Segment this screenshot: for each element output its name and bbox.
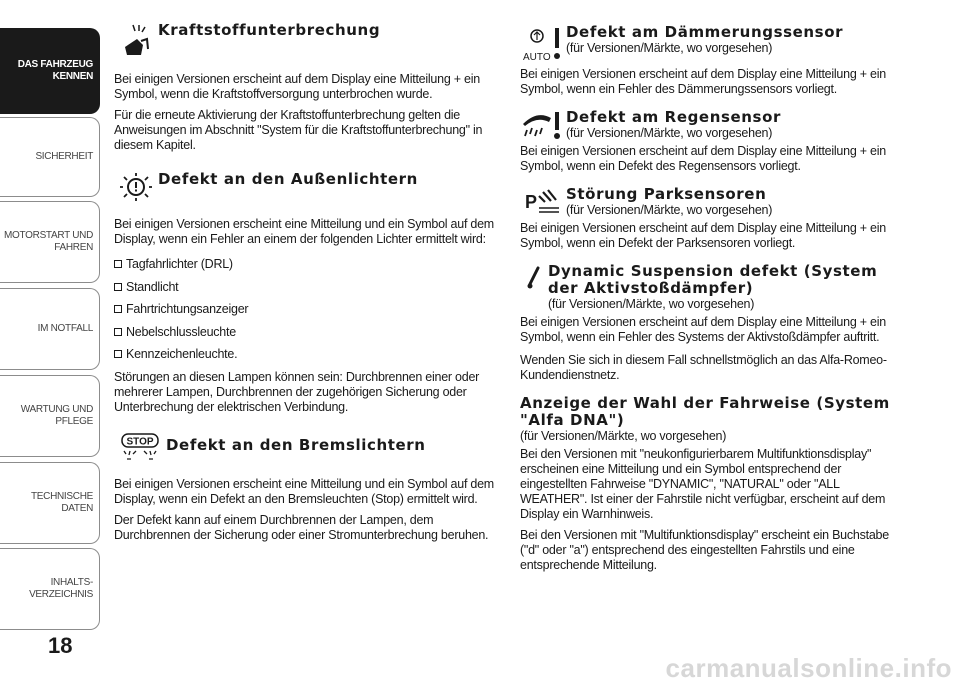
checkbox-bullet-icon	[114, 283, 122, 291]
lamp-list	[114, 253, 498, 366]
dusk-sensor-fault-icon	[520, 24, 566, 64]
park-sensors-subtitle: (für Versionen/Märkte, wo vorgesehen)	[566, 203, 773, 217]
tab-technische-daten[interactable]: TECHNISCHE DATEN	[0, 462, 100, 544]
left-column	[114, 22, 498, 549]
rain-sensor-fault-icon	[520, 109, 566, 141]
park-sensors-heading	[566, 186, 772, 218]
stop-icon-text: STOP	[126, 436, 154, 447]
tab-das-fahrzeug-kennen[interactable]: DAS FAHRZEUG KENNEN	[0, 28, 100, 114]
exterior-lights-text-2: Störungen an diesen Lampen können sein: Durchbrennen einer oder mehrerer Lampen, Durchbrennen der zugehörigen Sicherung oder Unterbrechung der elektrischen Verbindung.	[114, 369, 480, 414]
watermark: carmanualsonline.info	[665, 653, 952, 683]
rain-sensor-title: Defekt am Regensensor	[566, 108, 781, 126]
tab-wartung-und-pflege[interactable]: WARTUNG UND PFLEGE	[0, 375, 100, 457]
dusk-sensor-subtitle: (für Versionen/Märkte, wo vorgesehen)	[566, 41, 773, 55]
section-alfa-dna	[520, 395, 900, 573]
fuel-cutoff-text-1: Bei einigen Versionen erscheint auf dem Display eine Mitteilung + ein Symbol, wenn die Kraftstoffversorgung unterbrochen wurde.	[114, 72, 480, 101]
suspension-fault-icon	[520, 263, 548, 293]
section-rain-sensor	[520, 109, 900, 141]
checkbox-bullet-icon	[114, 328, 122, 336]
section-fuel-cutoff	[114, 22, 498, 58]
brake-light-fault-icon	[114, 433, 166, 463]
dusk-sensor-text: Bei einigen Versionen erscheint auf dem Display eine Mitteilung + ein Symbol, wenn ein Fehler des Dämmerungssensors vorliegt.	[520, 67, 886, 96]
list-item: Tagfahrlichter (DRL)	[114, 253, 498, 276]
section-park-sensors	[520, 186, 900, 218]
rain-sensor-text: Bei einigen Versionen erscheint auf dem Display eine Mitteilung + ein Symbol, wenn ein Defekt des Regensensors vorliegt.	[520, 144, 886, 173]
section-exterior-lights	[114, 169, 498, 205]
tab-motorstart-und-fahren[interactable]: MOTORSTART UND FAHREN	[0, 201, 100, 283]
alfa-dna-subtitle: (für Versionen/Märkte, wo vorgesehen)	[520, 429, 727, 443]
tab-sicherheit[interactable]: SICHERHEIT	[0, 117, 100, 197]
exterior-lights-text-1: Bei einigen Versionen erscheint eine Mitteilung und ein Symbol auf dem Display, wenn ein Fehler an einem der folgenden Lichter ermittelt wird:	[114, 217, 494, 246]
checkbox-bullet-icon	[114, 350, 122, 358]
checkbox-bullet-icon	[114, 260, 122, 268]
list-item: Standlicht	[114, 276, 498, 299]
brake-lights-text-2: Der Defekt kann auf einem Durchbrennen der Lampen, dem Durchbrennen der Sicherung oder einer Stromunterbrechung beruhen.	[114, 512, 489, 542]
list-item: Fahrtrichtungsanzeiger	[114, 298, 498, 321]
list-item: Nebelschlussleuchte	[114, 321, 498, 344]
park-sensors-title: Störung Parksensoren	[566, 185, 767, 203]
suspension-title: Dynamic Suspension defekt (System der Aktivstoßdämpfer)	[548, 262, 878, 297]
suspension-subtitle: (für Versionen/Märkte, wo vorgesehen)	[548, 297, 755, 311]
section-dusk-sensor	[520, 24, 900, 64]
exterior-light-fault-icon	[114, 169, 158, 205]
right-column	[520, 24, 900, 579]
tab-im-notfall[interactable]: IM NOTFALL	[0, 288, 100, 370]
list-item: Kennzeichenleuchte.	[114, 343, 498, 366]
rain-sensor-subtitle: (für Versionen/Märkte, wo vorgesehen)	[566, 126, 773, 140]
suspension-text-2: Wenden Sie sich in diesem Fall schnellstmöglich an das Alfa-Romeo-Kundendienstnetz.	[520, 353, 887, 382]
chapter-sidebar	[0, 0, 100, 686]
page-number: 18	[48, 633, 73, 658]
checkbox-bullet-icon	[114, 305, 122, 313]
section-brake-lights	[114, 433, 498, 463]
brake-lights-title: Defekt an den Bremslichtern	[166, 435, 426, 454]
park-sensor-fault-icon	[520, 186, 566, 216]
section-dynamic-suspension	[520, 263, 900, 312]
suspension-text-1: Bei einigen Versionen erscheint auf dem Display eine Mitteilung + ein Symbol, wenn ein Fehler des Systems der Aktivstoßdämpfer auftritt.	[520, 315, 886, 344]
exterior-lights-title: Defekt an den Außenlichtern	[158, 170, 418, 188]
svg-text:P: P	[525, 192, 538, 212]
alfa-dna-text-1: Bei den Versionen mit "neukonfigurierbarem Multifunktionsdisplay" erscheinen eine Mitteilung und ein Symbol entsprechend der eingestellten Fahrweise "DYNAMIC", "NATURAL" oder "ALL WEATHER". Ist einer der Fahrstile nicht verfügbar, erscheint auf dem Display ein Warnhinweis.	[520, 447, 886, 521]
suspension-heading	[548, 263, 900, 312]
park-sensors-text: Bei einigen Versionen erscheint auf dem Display eine Mitteilung + ein Symbol, wenn ein Defekt der Parksensoren vorliegt.	[520, 221, 886, 250]
fuel-cutoff-title: Kraftstoffunterbrechung	[158, 21, 381, 39]
auto-icon-text: AUTO	[523, 52, 551, 63]
dusk-sensor-title: Defekt am Dämmerungssensor	[566, 23, 844, 41]
fuel-cutoff-text-2: Für die erneute Aktivierung der Kraftstoffunterbrechung gelten die Anweisungen im Abschnitt "System für die Kraftstoffunterbrechung" in diesem Kapitel.	[114, 108, 483, 152]
fuel-cutoff-icon	[114, 22, 158, 58]
alfa-dna-title: Anzeige der Wahl der Fahrweise (System "Alfa DNA")	[520, 394, 890, 429]
alfa-dna-text-2: Bei den Versionen mit "Multifunktionsdisplay" erscheint ein Buchstabe ("d" oder "a") entsprechend des eingestellten Fahrstils und eine entsprechende Mitteilung.	[520, 528, 889, 572]
dusk-sensor-heading	[566, 24, 843, 56]
rain-sensor-heading	[566, 109, 781, 141]
brake-lights-text-1: Bei einigen Versionen erscheint eine Mitteilung und ein Symbol auf dem Display, wenn ein Defekt an den Bremsleuchten (Stop) ermittelt wird.	[114, 476, 494, 506]
tab-inhaltsverzeichnis[interactable]: INHALTS-VERZEICHNIS	[0, 548, 100, 630]
